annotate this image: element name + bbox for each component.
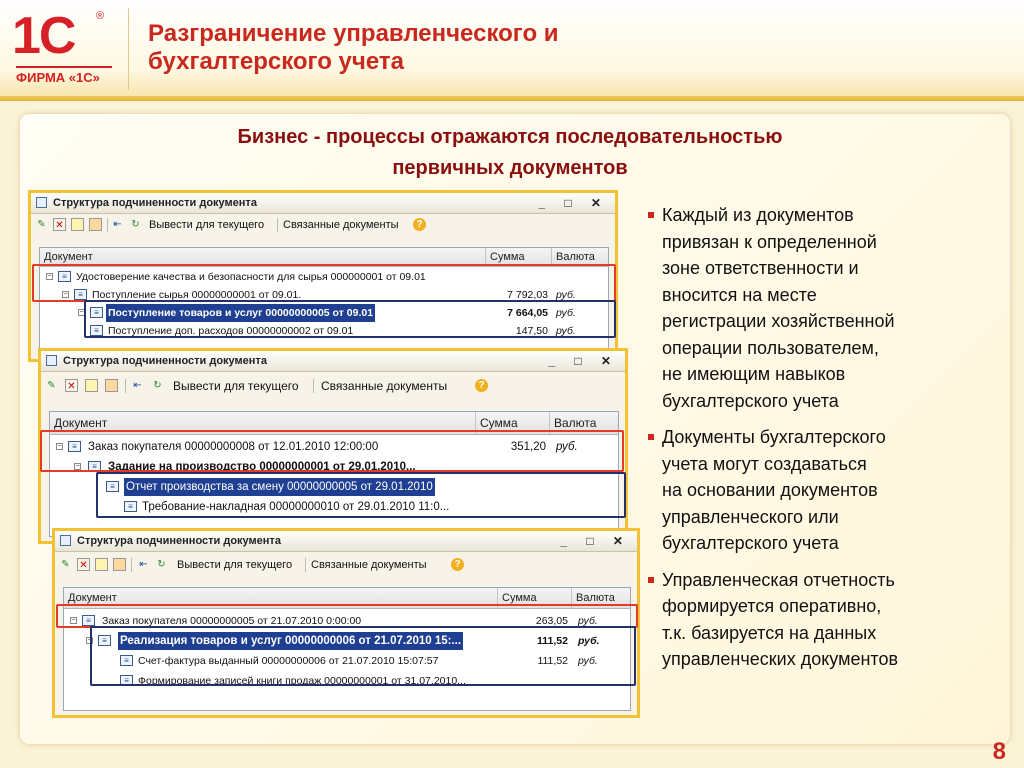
window-title: Структура подчиненности документа <box>77 535 281 547</box>
toolbar <box>31 214 615 236</box>
row-currency: руб. <box>556 289 576 301</box>
column-sum[interactable]: Сумма <box>486 248 552 266</box>
bullet-item <box>648 567 978 673</box>
highlight-red-2 <box>40 430 624 472</box>
output-for-current-button[interactable]: Вывести для текущего <box>149 219 265 231</box>
refresh-icon[interactable]: ↻ <box>131 219 140 230</box>
row-document: Требование-накладная 00000000010 от 29.01.2010 11:0... <box>142 501 450 513</box>
highlight-blue-1 <box>84 300 616 338</box>
highlight-red-3 <box>56 604 638 628</box>
toolbar-separator <box>277 218 278 232</box>
document-icon: ≡ <box>98 635 111 646</box>
bullet-line: учета могут создаваться <box>662 453 867 474</box>
column-currency[interactable]: Валюта <box>556 251 595 263</box>
navigate-icon[interactable]: ⇤ <box>113 219 122 230</box>
row-currency: руб. <box>578 635 600 647</box>
refresh-icon[interactable]: ↻ <box>157 559 166 570</box>
collapse-icon[interactable]: − <box>87 637 92 644</box>
bullet-line: т.к. базируется на данных <box>662 622 877 643</box>
row-document: Заказ покупателя 00000000005 от 21.07.2010 0:00:00 <box>102 615 362 627</box>
bullet-list <box>648 202 978 683</box>
unpost-icon[interactable] <box>113 558 126 571</box>
toolbar <box>55 552 637 578</box>
bullet-line: не имеющим навыков <box>662 364 846 384</box>
bullet-marker <box>648 577 654 583</box>
window-controls[interactable]: _ □ ✕ <box>548 354 619 368</box>
bullet-line: вносится на месте <box>662 284 817 305</box>
navigate-icon[interactable]: ⇤ <box>139 559 148 570</box>
column-document[interactable]: Документ <box>40 248 486 266</box>
bullet-line: управленческого или <box>662 506 839 527</box>
highlight-blue-2 <box>96 472 626 518</box>
help-icon[interactable]: ? <box>413 218 426 231</box>
bullet-line: управленческих документов <box>662 649 899 669</box>
header-divider <box>0 96 1024 101</box>
document-icon <box>60 535 71 546</box>
logo-registered: ® <box>96 10 105 22</box>
document-icon: ≡ <box>106 481 119 492</box>
page-number: 8 <box>992 738 1006 765</box>
row-currency: руб. <box>578 615 598 627</box>
subtitle <box>130 122 890 184</box>
column-sum[interactable]: Сумма <box>498 588 572 608</box>
bullet-marker <box>648 212 654 218</box>
help-icon[interactable]: ? <box>475 379 488 392</box>
collapse-icon[interactable]: − <box>71 617 76 624</box>
row-document: Заказ покупателя 00000000008 от 12.01.2010 12:00:00 <box>88 441 379 453</box>
unpost-icon[interactable] <box>89 218 102 231</box>
subtitle-line1: Бизнес - процессы отражаются последовательностью <box>237 126 783 148</box>
window-title: Структура подчиненности документа <box>53 197 257 209</box>
row-document-selected: Реализация товаров и услуг 00000000006 от 21.07.2010 15:... <box>118 632 463 650</box>
bullet-line: бухгалтерского учета <box>662 533 839 553</box>
slide-title <box>148 20 708 76</box>
post-icon[interactable] <box>71 218 84 231</box>
edit-icon[interactable]: ✎ <box>47 380 56 391</box>
collapse-icon[interactable]: − <box>47 273 52 280</box>
row-sum: 7 664,05 <box>507 307 548 319</box>
logo <box>6 6 116 88</box>
output-for-current-button[interactable]: Вывести для текущего <box>177 559 293 571</box>
bullet-line: Управленческая отчетность <box>662 569 895 590</box>
edit-icon[interactable]: ✎ <box>61 559 70 570</box>
slide-title-line2: бухгалтерского учета <box>148 48 404 75</box>
column-currency[interactable]: Валюта <box>576 592 615 604</box>
row-document: Поступление сырья 00000000001 от 09.01. <box>92 289 302 301</box>
row-currency: руб. <box>556 441 578 453</box>
related-documents-button[interactable]: Связанные документы <box>311 559 427 571</box>
toolbar-separator <box>107 218 108 232</box>
document-icon: ≡ <box>120 655 133 666</box>
output-for-current-button[interactable]: Вывести для текущего <box>173 379 299 393</box>
bullet-line: Документы бухгалтерского <box>662 427 886 447</box>
row-document: Формирование записей книги продаж 00000000001 от 31.07.2010... <box>138 675 466 687</box>
bullet-marker <box>648 434 654 440</box>
toolbar-separator <box>313 379 314 393</box>
bullet-item <box>648 202 978 414</box>
header <box>0 0 1024 100</box>
unpost-icon[interactable] <box>105 379 118 392</box>
bullet-line: операции пользователем, <box>662 337 879 358</box>
collapse-icon[interactable]: − <box>57 443 62 450</box>
document-icon <box>46 355 57 366</box>
slide-title-line1: Разграничение управленческого и <box>148 20 559 47</box>
column-document[interactable]: Документ <box>50 412 476 434</box>
row-document: Удостоверение качества и безопасности для сырья 000000001 от 09.01 <box>76 271 426 283</box>
window-controls[interactable]: _ □ ✕ <box>560 534 631 548</box>
toolbar-separator <box>125 379 126 393</box>
window-controls[interactable]: _ □ ✕ <box>538 196 609 210</box>
row-currency: руб. <box>556 325 576 337</box>
document-icon: ≡ <box>120 675 133 686</box>
document-icon: ≡ <box>90 307 103 318</box>
document-icon: ≡ <box>88 461 101 472</box>
row-sum: 263,05 <box>535 615 568 627</box>
subtitle-line2: первичных документов <box>392 157 628 179</box>
row-currency: руб. <box>578 655 598 667</box>
document-icon: ≡ <box>68 441 81 452</box>
collapse-icon[interactable]: − <box>75 463 80 470</box>
document-icon: ≡ <box>74 289 87 300</box>
row-document: Счет-фактура выданный 00000000006 от 21.07.2010 15:07:57 <box>138 655 439 667</box>
row-sum: 7 792,03 <box>507 289 548 301</box>
post-icon[interactable] <box>95 558 108 571</box>
collapse-icon[interactable]: − <box>63 291 68 298</box>
document-icon: ≡ <box>90 325 103 336</box>
related-documents-button[interactable]: Связанные документы <box>321 379 448 393</box>
bullet-line: Каждый из документов <box>662 205 854 225</box>
window-titlebar <box>31 193 615 214</box>
bullet-line: регистрации хозяйственной <box>662 311 895 331</box>
column-document[interactable]: Документ <box>64 588 498 608</box>
bullet-line: зоне ответственности и <box>662 258 859 278</box>
refresh-icon[interactable]: ↻ <box>153 380 162 391</box>
document-icon <box>36 197 47 208</box>
header-separator <box>128 8 129 90</box>
row-document-selected: Поступление товаров и услуг 00000000005 от 09.01 <box>106 304 375 322</box>
highlight-blue-3 <box>90 626 636 686</box>
logo-mark: 1С <box>12 7 75 65</box>
bullet-item <box>648 424 978 557</box>
document-icon: ≡ <box>58 271 71 282</box>
row-document: Поступление доп. расходов 00000000002 от 09.01 <box>108 325 354 337</box>
delete-icon[interactable]: ✕ <box>53 218 66 231</box>
toolbar-separator <box>131 558 132 572</box>
logo-underline <box>16 66 112 68</box>
document-icon: ≡ <box>124 501 137 512</box>
related-documents-button[interactable]: Связанные документы <box>283 219 399 231</box>
row-document: Задание на производство 00000000001 от 29.01.2010... <box>108 461 416 473</box>
row-sum: 147,50 <box>515 325 548 337</box>
highlight-red-1 <box>32 264 616 302</box>
column-sum[interactable]: Сумма <box>476 412 550 434</box>
row-currency: руб. <box>556 307 576 319</box>
delete-icon[interactable]: ✕ <box>77 558 90 571</box>
toolbar <box>41 372 625 400</box>
logo-caption: ФИРМА «1С» <box>16 70 100 85</box>
window-titlebar <box>41 351 625 372</box>
bullet-line: привязан к определенной <box>662 231 877 252</box>
delete-icon[interactable]: ✕ <box>65 379 78 392</box>
bullet-line: формируется оперативно, <box>662 596 882 616</box>
window-titlebar <box>55 531 637 552</box>
window-title: Структура подчиненности документа <box>63 355 267 367</box>
help-icon[interactable]: ? <box>451 558 464 571</box>
toolbar-separator <box>305 558 306 572</box>
row-sum: 111,52 <box>537 635 568 647</box>
bullet-line: бухгалтерского учета <box>662 390 839 411</box>
edit-icon[interactable]: ✎ <box>37 219 46 230</box>
bullet-line: на основании документов <box>662 480 878 500</box>
collapse-icon[interactable]: − <box>79 309 84 316</box>
document-icon: ≡ <box>82 615 95 626</box>
navigate-icon[interactable]: ⇤ <box>133 380 142 391</box>
row-document-selected: Отчет производства за смену 00000000005 от 29.01.2010 <box>124 478 435 496</box>
row-sum: 111,52 <box>537 655 568 667</box>
column-currency[interactable]: Валюта <box>554 416 597 430</box>
row-sum: 351,20 <box>510 441 546 453</box>
post-icon[interactable] <box>85 379 98 392</box>
